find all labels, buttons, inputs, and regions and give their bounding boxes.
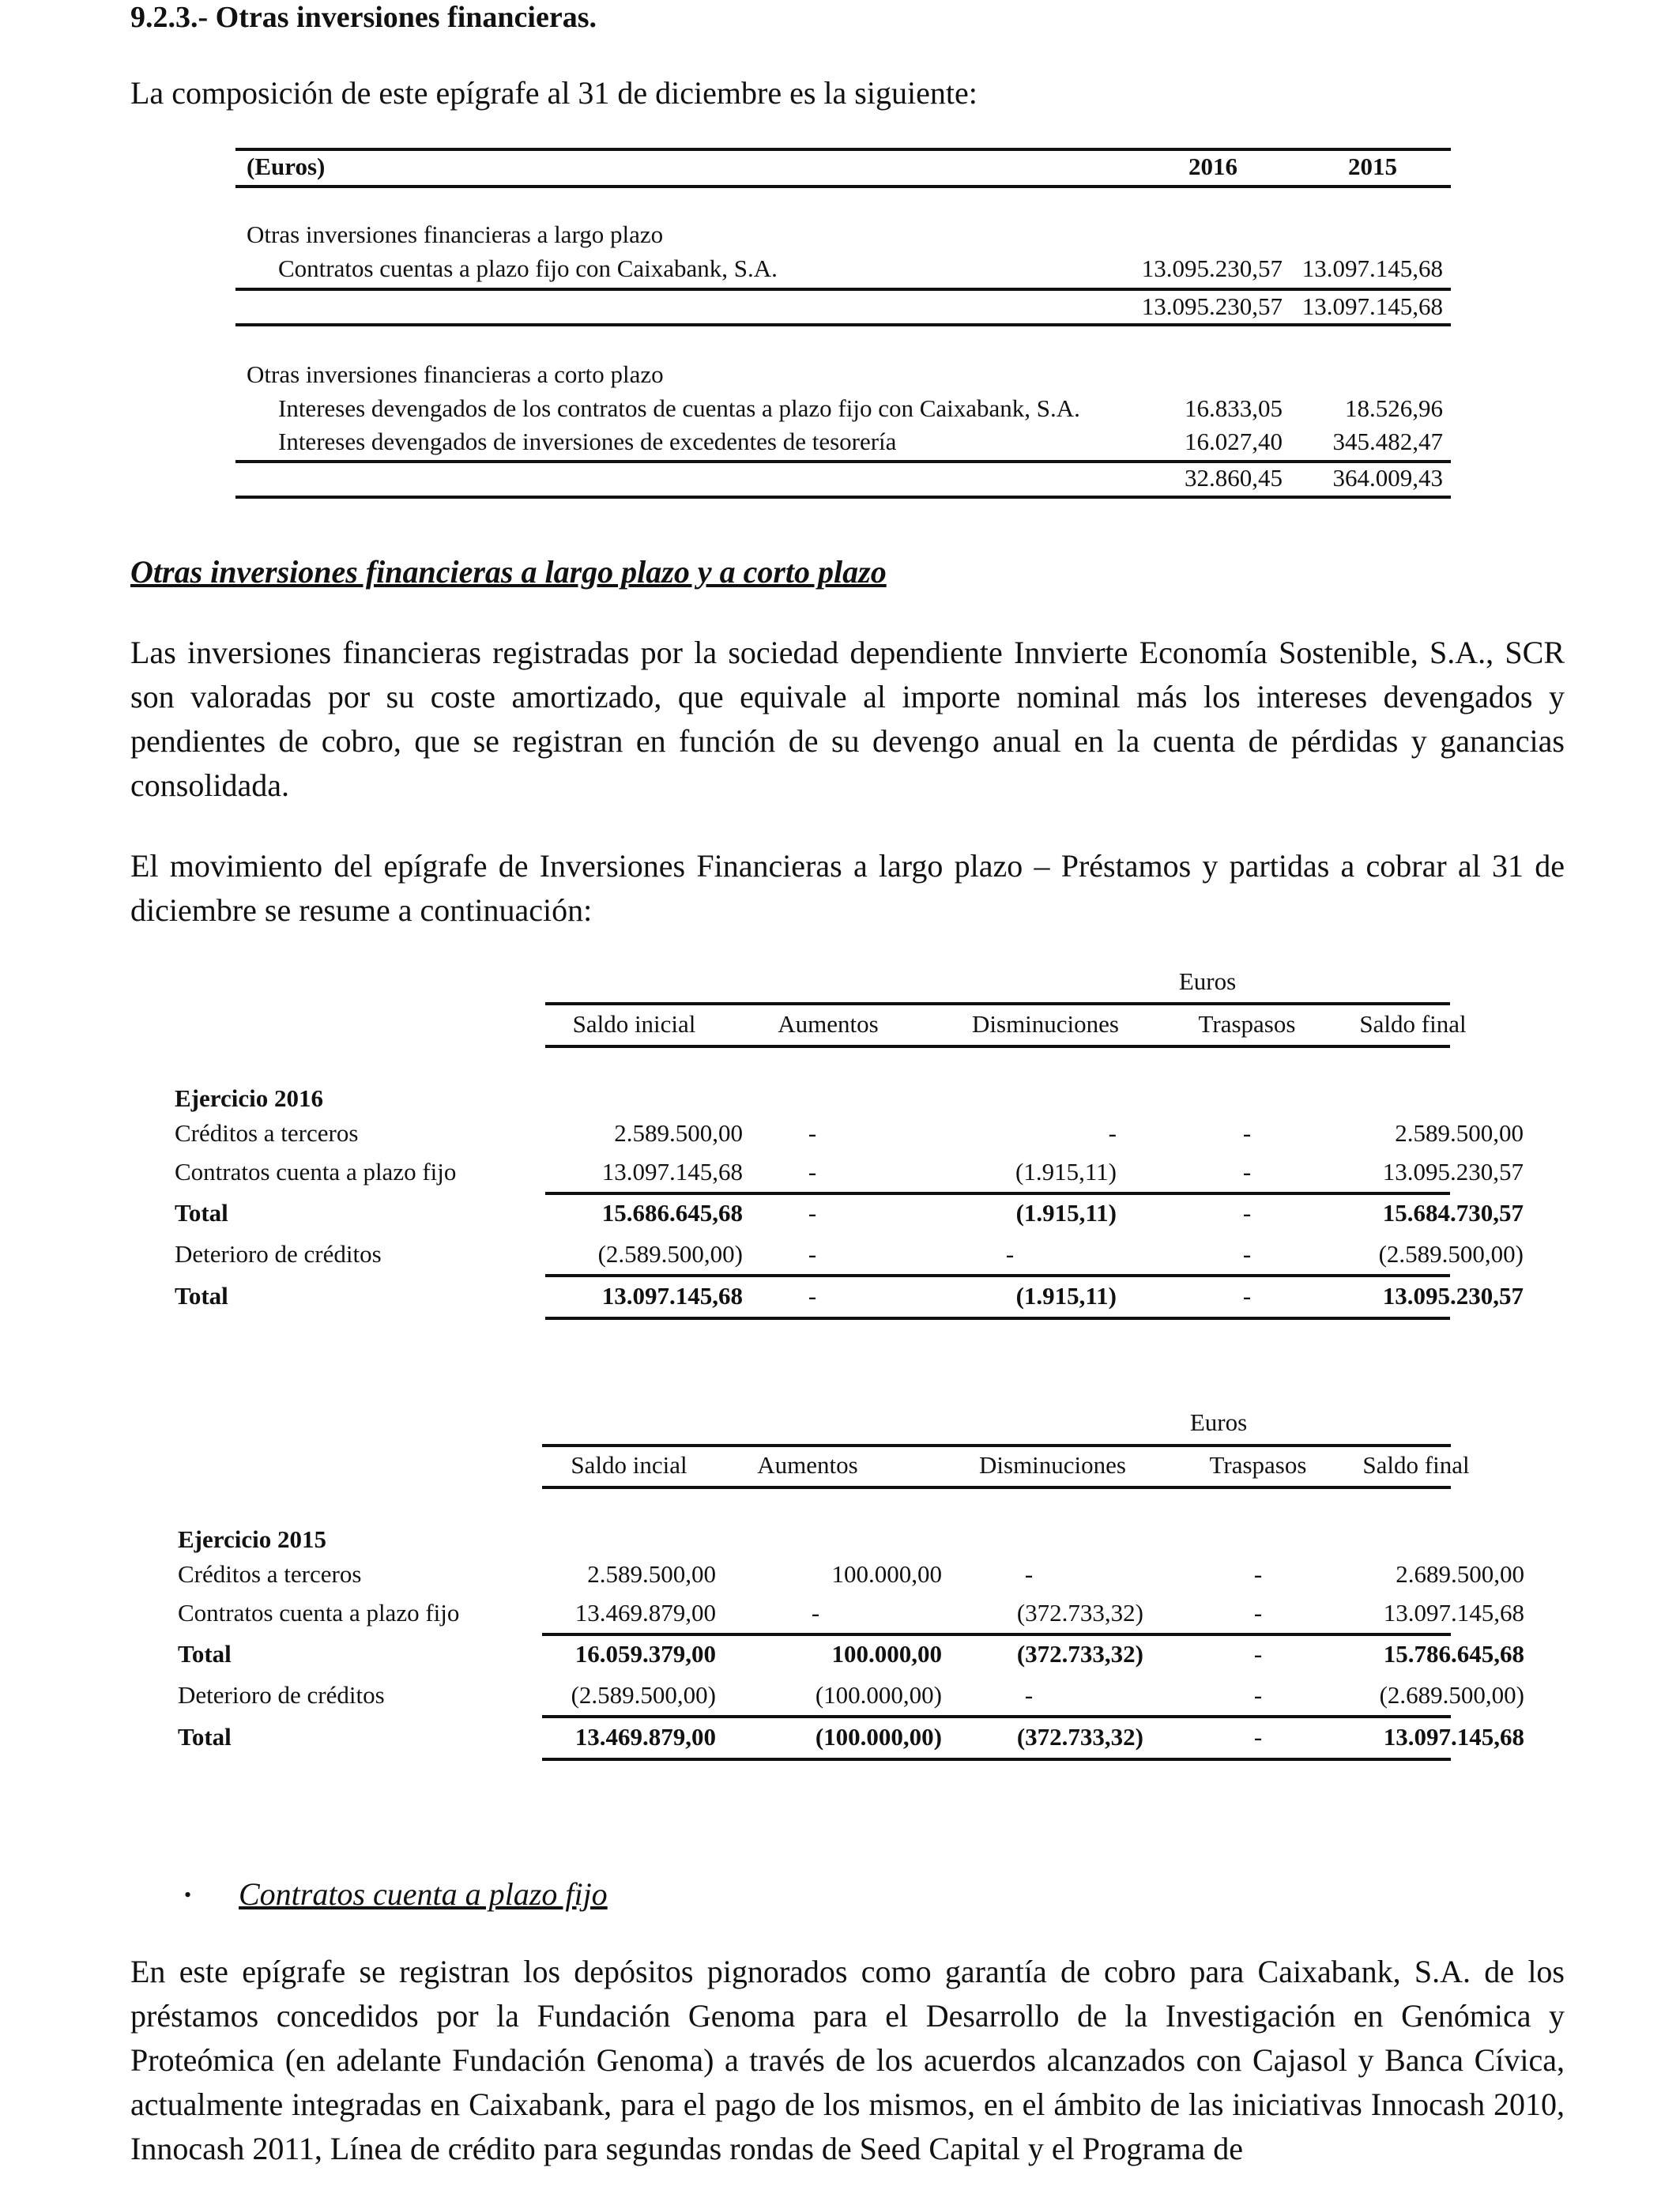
paragraph-3: En este epígrafe se registran los depósitos pignorados como garantía de cobro para Caixabank, S.A. de los préstamos concedidos por la Fundación Genoma para el Desarrollo de la Investigación en Genómica y Proteómica (en adelante Fundación Genoma) a través de los acuerdos alcanzados con Cajasol y Banca Cívica, actualmente integradas en Caixabank, para el pago de los mismos, en el ámbito de las iniciativas Innocash 2010, Innocash 2011, Línea de crédito para segundas rondas de Seed Capital y el Programa de xyxy=(130,1954,1565,2166)
row-label: Créditos a terceros xyxy=(175,1119,359,1147)
col-header: Saldo final xyxy=(1359,1010,1467,1038)
table-row xyxy=(172,1156,1524,1188)
cell-value: (100.000,00) xyxy=(815,1723,942,1751)
col-header: Disminuciones xyxy=(972,1010,1119,1038)
col-header: Saldo inicial xyxy=(572,1010,696,1038)
col-header: Traspasos xyxy=(1198,1010,1296,1038)
cell-value: - xyxy=(1024,1681,1034,1709)
table-header-row xyxy=(235,151,1451,183)
section-heading: 9.2.3.- Otras inversiones financieras. xyxy=(130,1,597,34)
cell-value: - xyxy=(1108,1119,1117,1147)
cell-value: - xyxy=(1253,1640,1263,1668)
intro-text: La composición de este epígrafe al 31 de diciembre es la siguiente: xyxy=(130,75,977,111)
cell-value: 13.097.145,68 xyxy=(601,1282,743,1310)
row-label: Intereses devengados de los contratos de cuentas a plazo fijo con Caixabank, S.A. xyxy=(278,394,1080,422)
section-label-lp: Otras inversiones financieras a largo plazo xyxy=(247,221,664,248)
units-label: (Euros) xyxy=(247,153,326,180)
table-row xyxy=(235,393,1451,424)
col-header: Aumentos xyxy=(757,1451,858,1479)
table-row xyxy=(175,1597,1524,1629)
cell-value: - xyxy=(1242,1119,1252,1147)
col-2015-header: 2015 xyxy=(1348,153,1397,180)
row-label: Créditos a terceros xyxy=(178,1560,362,1588)
cell-value: 13.095.230,57 xyxy=(1382,1158,1524,1186)
bullet-icon: • xyxy=(184,1883,192,1906)
table-row xyxy=(175,1679,1524,1711)
col-header: Saldo final xyxy=(1362,1451,1470,1479)
table-row xyxy=(235,253,1451,285)
cell-value: (1.915,11) xyxy=(1015,1199,1117,1227)
table-rule xyxy=(545,1045,1450,1048)
year-label: Ejercicio 2016 xyxy=(175,1084,323,1112)
cell-value: - xyxy=(808,1199,817,1227)
table-rule xyxy=(542,1633,1451,1636)
value-2016: 16.833,05 xyxy=(1185,394,1283,422)
table-total-row xyxy=(175,1721,1524,1753)
table-rule xyxy=(545,1317,1450,1320)
cell-value: 2.589.500,00 xyxy=(1395,1119,1524,1147)
paragraph-1: Las inversiones financieras registradas por la sociedad dependiente Innvierte Economía Sostenible, S.A., SCR son valoradas por su coste amortizado, que equivale al importe nominal más los intereses devengados y pendientes de cobro, que se registran en función de su devengo anual en la cuenta de pérdidas y ganancias consolidada. xyxy=(130,635,1565,803)
cell-value: - xyxy=(1253,1681,1263,1709)
row-label: Total xyxy=(175,1199,228,1227)
row-label: Deterioro de créditos xyxy=(175,1240,382,1268)
cell-value: - xyxy=(1005,1240,1015,1268)
table-row xyxy=(175,1559,1524,1590)
cell-value: 2.589.500,00 xyxy=(587,1560,716,1588)
currency-label: Euros xyxy=(1178,967,1237,995)
total-2015: 13.097.145,68 xyxy=(1301,292,1443,320)
row-label: Total xyxy=(175,1282,228,1310)
cell-value: - xyxy=(1253,1599,1263,1627)
cell-value: (2.589.500,00) xyxy=(597,1240,743,1268)
table-rule xyxy=(545,1274,1450,1277)
table-row xyxy=(235,219,1451,251)
col-2016-header: 2016 xyxy=(1188,153,1237,180)
table-row xyxy=(172,1118,1524,1149)
col-header: Disminuciones xyxy=(979,1451,1126,1479)
cell-value: - xyxy=(1253,1560,1263,1588)
cell-value: 2.589.500,00 xyxy=(614,1119,743,1147)
table-rule xyxy=(542,1715,1451,1718)
table-total-row xyxy=(235,462,1451,494)
table-header-row xyxy=(172,1008,1516,1040)
cell-value: (372.733,32) xyxy=(1016,1599,1143,1627)
cell-value: - xyxy=(1253,1723,1263,1751)
cell-value: (2.589.500,00) xyxy=(571,1681,716,1709)
value-2016: 16.027,40 xyxy=(1185,428,1283,455)
value-2015: 13.097.145,68 xyxy=(1301,254,1443,282)
col-header: Saldo incial xyxy=(571,1451,687,1479)
table-total-row xyxy=(172,1197,1524,1229)
row-label: Contratos cuenta a plazo fijo xyxy=(178,1599,460,1627)
row-label: Contratos cuentas a plazo fijo con Caixabank, S.A. xyxy=(278,254,778,282)
cell-value: 2.689.500,00 xyxy=(1396,1560,1524,1588)
cell-value: (1.915,11) xyxy=(1015,1158,1117,1186)
table-row xyxy=(172,1238,1524,1270)
cell-value: - xyxy=(808,1119,817,1147)
table-row xyxy=(235,359,1451,390)
table-total-row xyxy=(172,1280,1524,1312)
cell-value: 15.686.645,68 xyxy=(601,1199,743,1227)
cell-value: 13.469.879,00 xyxy=(574,1599,716,1627)
table-rule xyxy=(542,1758,1451,1761)
table-rule xyxy=(235,185,1451,188)
cell-value: (372.733,32) xyxy=(1016,1640,1143,1668)
col-header: Aumentos xyxy=(778,1010,879,1038)
section-label-cp: Otras inversiones financieras a corto plazo xyxy=(247,360,664,388)
year-label: Ejercicio 2015 xyxy=(178,1525,326,1553)
row-label: Total xyxy=(178,1723,232,1751)
row-label: Contratos cuenta a plazo fijo xyxy=(175,1158,457,1186)
cell-value: 13.097.145,68 xyxy=(1383,1599,1524,1627)
paragraph-2: El movimiento del epígrafe de Inversiones Financieras a largo plazo – Préstamos y partidas a cobrar al 31 de diciembre se resume a continuación: xyxy=(130,848,1565,928)
cell-value: - xyxy=(811,1599,820,1627)
cell-value: 100.000,00 xyxy=(831,1560,942,1588)
table-rule xyxy=(542,1486,1451,1489)
table-rule xyxy=(545,1002,1450,1005)
value-2015: 18.526,96 xyxy=(1345,394,1443,422)
cell-value: 13.097.145,68 xyxy=(601,1158,743,1186)
cell-value: 16.059.379,00 xyxy=(574,1640,716,1668)
movement-table-2015 xyxy=(175,1405,1524,1777)
table-header-row xyxy=(175,1449,1519,1481)
cell-value: - xyxy=(1242,1240,1252,1268)
cell-value: (100.000,00) xyxy=(815,1681,942,1709)
cell-value: - xyxy=(808,1282,817,1310)
value-2015: 345.482,47 xyxy=(1332,428,1443,455)
total-2015: 364.009,43 xyxy=(1332,464,1443,492)
cell-value: 13.095.230,57 xyxy=(1382,1282,1524,1310)
cell-value: 15.786.645,68 xyxy=(1383,1640,1524,1668)
cell-value: 13.097.145,68 xyxy=(1383,1723,1524,1751)
col-header: Traspasos xyxy=(1209,1451,1307,1479)
cell-value: - xyxy=(808,1158,817,1186)
value-2016: 13.095.230,57 xyxy=(1141,254,1283,282)
row-label: Total xyxy=(178,1640,232,1668)
row-label: Intereses devengados de inversiones de excedentes de tesorería xyxy=(278,428,897,455)
cell-value: 15.684.730,57 xyxy=(1382,1199,1524,1227)
cell-value: - xyxy=(1242,1158,1252,1186)
currency-label: Euros xyxy=(1189,1408,1248,1436)
cell-value: 13.469.879,00 xyxy=(574,1723,716,1751)
table-rule xyxy=(545,1192,1450,1195)
total-2016: 32.860,45 xyxy=(1185,464,1283,492)
total-2016: 13.095.230,57 xyxy=(1141,292,1283,320)
cell-value: - xyxy=(808,1240,817,1268)
cell-value: 100.000,00 xyxy=(831,1640,942,1668)
table-rule xyxy=(542,1444,1451,1447)
table-rule xyxy=(235,496,1451,499)
cell-value: (2.689.500,00) xyxy=(1379,1681,1524,1709)
row-label: Deterioro de créditos xyxy=(178,1681,385,1709)
table-total-row xyxy=(175,1638,1524,1670)
cell-value: - xyxy=(1242,1199,1252,1227)
cell-value: (1.915,11) xyxy=(1015,1282,1117,1310)
table-row xyxy=(235,426,1451,458)
subheading: Otras inversiones financieras a largo plazo y a corto plazo xyxy=(130,554,887,590)
bullet-title: Contratos cuenta a plazo fijo xyxy=(239,1876,608,1912)
table-total-row xyxy=(235,291,1451,322)
movement-table-2016 xyxy=(172,964,1524,1336)
table-rule xyxy=(235,323,1451,326)
cell-value: (2.589.500,00) xyxy=(1378,1240,1524,1268)
cell-value: (372.733,32) xyxy=(1016,1723,1143,1751)
cell-value: - xyxy=(1024,1560,1034,1588)
cell-value: - xyxy=(1242,1282,1252,1310)
